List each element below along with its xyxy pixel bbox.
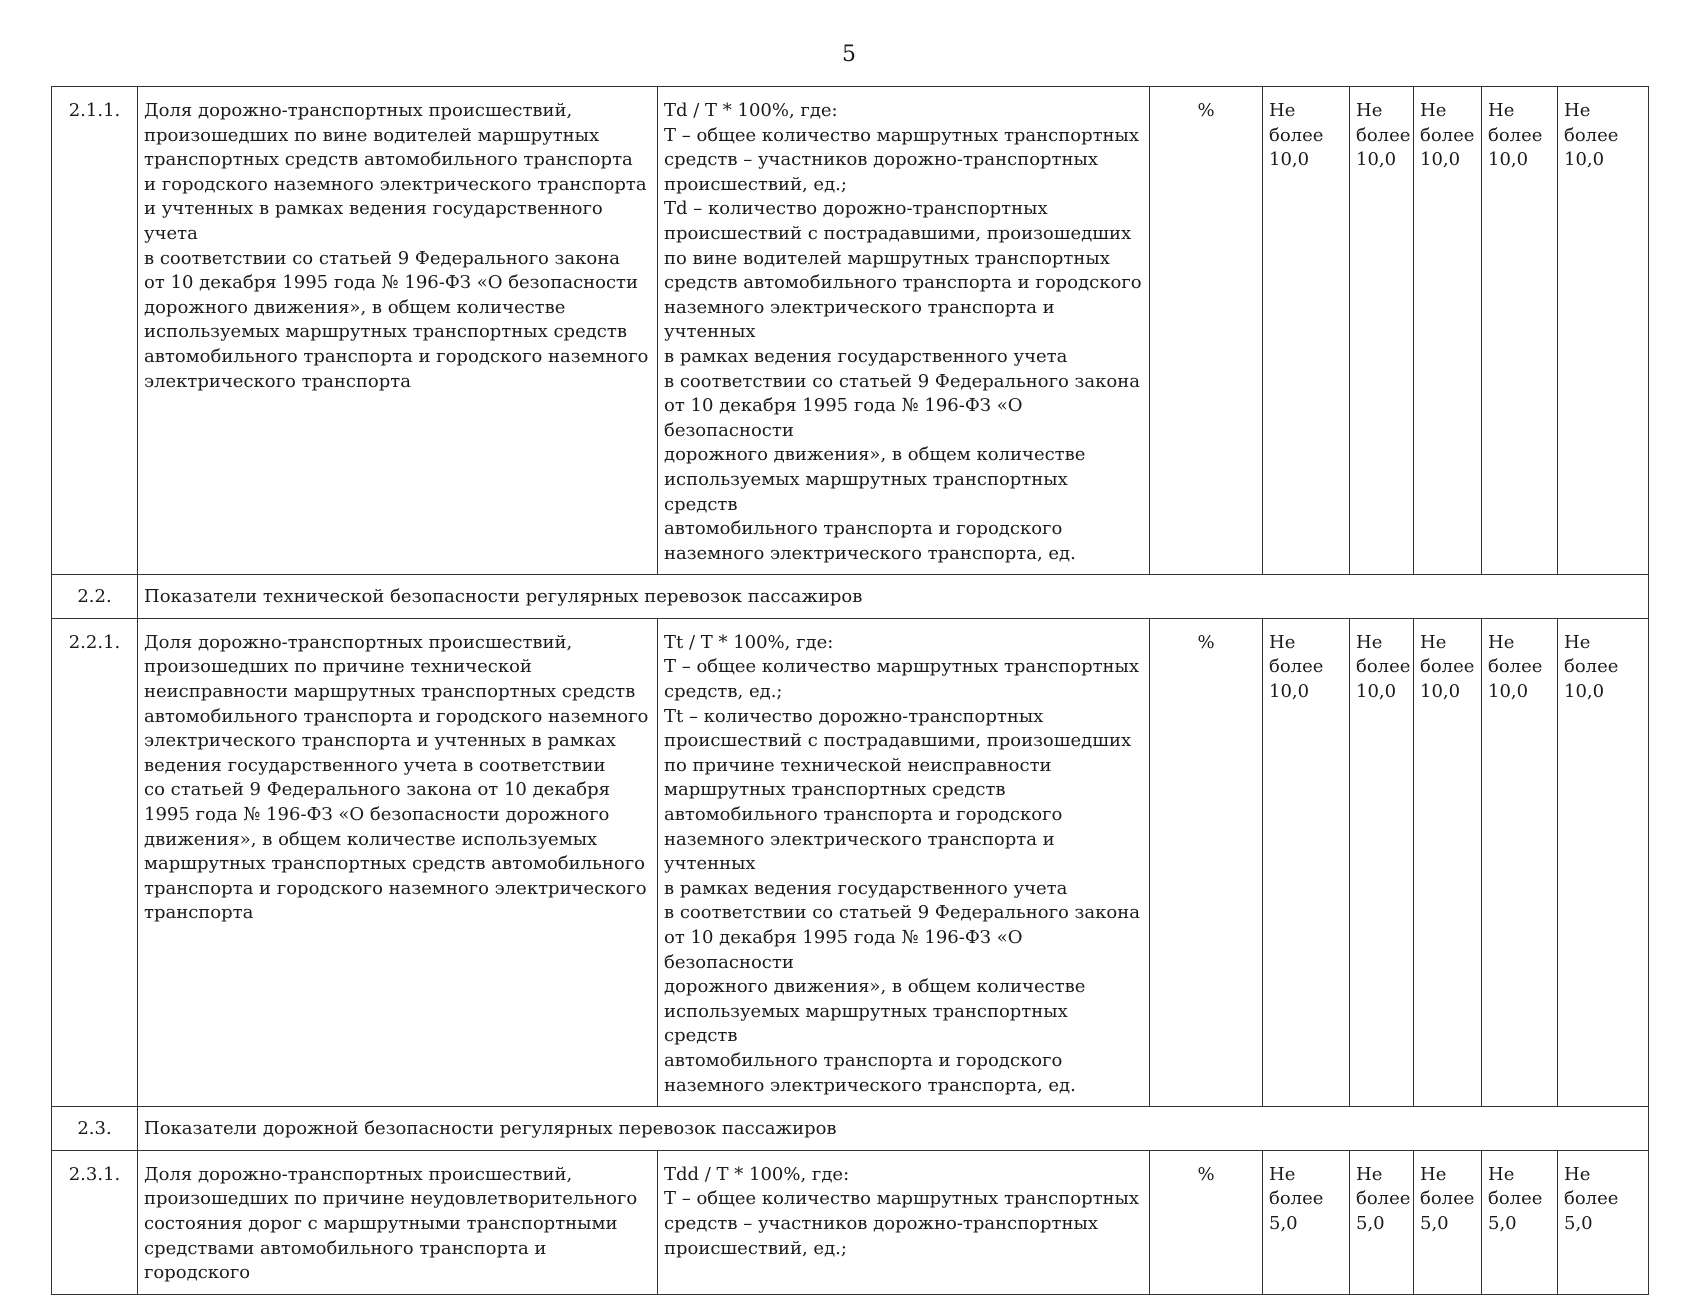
value-cell: Не более 5,0 bbox=[1482, 1150, 1558, 1294]
value-cell: Не более 5,0 bbox=[1414, 1150, 1482, 1294]
row-number: 2.1.1. bbox=[52, 87, 138, 575]
value-cell: Не более 10,0 bbox=[1482, 87, 1558, 575]
value-cell: Не более 10,0 bbox=[1263, 618, 1350, 1106]
indicator-formula: Tdd / T * 100%, где: T – общее количество маршрутных транспортных средств – участников дорожно-транспортных происшествий, ед.; bbox=[658, 1150, 1150, 1294]
value-cell: Не более 10,0 bbox=[1482, 618, 1558, 1106]
unit-cell: % bbox=[1150, 87, 1263, 575]
value-cell: Не более 5,0 bbox=[1263, 1150, 1350, 1294]
indicator-formula: Td / T * 100%, где: T – общее количество маршрутных транспортных средств – участников дорожно-транспортных происшествий, ед.; Td – количество дорожно-транспортных происшествий с пострадавшими, произошедших по вине водителей маршрутных транспортных средств автомобильного транспорта и городского наземного электрического транспорта и учтенных в рамках ведения государственного учета в соответствии со статьей 9 Федерального закона от 10 декабря 1995 года № 196-ФЗ «О безопасности дорожного движения», в общем количестве используемых маршрутных транспортных средств автомобильного транспорта и городского наземного электрического транспорта, ед. bbox=[658, 87, 1150, 575]
unit-cell: % bbox=[1150, 1150, 1263, 1294]
value-cell: Не более 5,0 bbox=[1350, 1150, 1414, 1294]
value-cell: Не более 5,0 bbox=[1558, 1150, 1649, 1294]
unit-cell: % bbox=[1150, 618, 1263, 1106]
section-number: 2.3. bbox=[52, 1107, 138, 1151]
table-row bbox=[52, 618, 1649, 1106]
indicator-description: Доля дорожно-транспортных происшествий, произошедших по причине технической неисправности маршрутных транспортных средств автомобильного транспорта и городского наземного электрического транспорта и учтенных в рамках ведения государственного учета в соответствии со статьей 9 Федерального закона от 10 декабря 1995 года № 196-ФЗ «О безопасности дорожного движения», в общем количестве используемых маршрутных транспортных средств автомобильного транспорта и городского наземного электрического транспорта bbox=[138, 618, 658, 1106]
page-number: 5 bbox=[842, 42, 856, 67]
value-cell: Не более 10,0 bbox=[1263, 87, 1350, 575]
section-number: 2.2. bbox=[52, 575, 138, 619]
value-cell: Не более 10,0 bbox=[1414, 618, 1482, 1106]
section-title: Показатели дорожной безопасности регулярных перевозок пассажиров bbox=[138, 1107, 1649, 1151]
row-number: 2.3.1. bbox=[52, 1150, 138, 1294]
value-cell: Не более 10,0 bbox=[1350, 87, 1414, 575]
section-row bbox=[52, 575, 1649, 619]
row-number: 2.2.1. bbox=[52, 618, 138, 1106]
section-row bbox=[52, 1107, 1649, 1151]
table-row bbox=[52, 1150, 1649, 1294]
indicators-table bbox=[51, 86, 1649, 1295]
section-title: Показатели технической безопасности регулярных перевозок пассажиров bbox=[138, 575, 1649, 619]
value-cell: Не более 10,0 bbox=[1414, 87, 1482, 575]
indicator-description: Доля дорожно-транспортных происшествий, произошедших по причине неудовлетворительного состояния дорог с маршрутными транспортными средствами автомобильного транспорта и городского bbox=[138, 1150, 658, 1294]
value-cell: Не более 10,0 bbox=[1558, 618, 1649, 1106]
table-row bbox=[52, 87, 1649, 575]
indicator-formula: Tt / T * 100%, где: T – общее количество маршрутных транспортных средств, ед.; Tt – количество дорожно-транспортных происшествий с пострадавшими, произошедших по причине технической неисправности маршрутных транспортных средств автомобильного транспорта и городского наземного электрического транспорта и учтенных в рамках ведения государственного учета в соответствии со статьей 9 Федерального закона от 10 декабря 1995 года № 196-ФЗ «О безопасности дорожного движения», в общем количестве используемых маршрутных транспортных средств автомобильного транспорта и городского наземного электрического транспорта, ед. bbox=[658, 618, 1150, 1106]
indicator-description: Доля дорожно-транспортных происшествий, произошедших по вине водителей маршрутных транспортных средств автомобильного транспорта и городского наземного электрического транспорта и учтенных в рамках ведения государственного учета в соответствии со статьей 9 Федерального закона от 10 декабря 1995 года № 196-ФЗ «О безопасности дорожного движения», в общем количестве используемых маршрутных транспортных средств автомобильного транспорта и городского наземного электрического транспорта bbox=[138, 87, 658, 575]
value-cell: Не более 10,0 bbox=[1350, 618, 1414, 1106]
value-cell: Не более 10,0 bbox=[1558, 87, 1649, 575]
